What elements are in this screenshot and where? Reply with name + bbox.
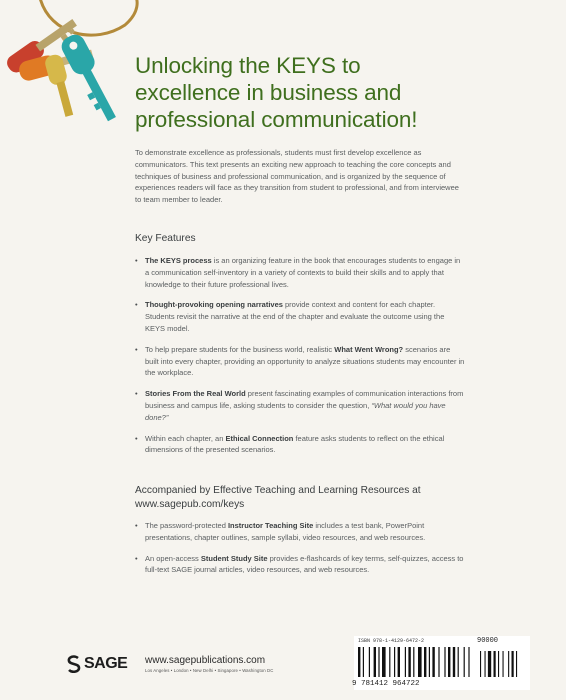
barcode-bar (413, 647, 414, 677)
barcode-bar (512, 651, 514, 677)
barcode-bar (398, 647, 400, 677)
resource-item: • The password-protected Instructor Teaching Site includes a test bank, PowerPoint presentations, chapter outlines, sample syllabi, video resources, and web resources. (135, 520, 465, 544)
barcode-bar (494, 651, 496, 677)
barcode-image (358, 647, 528, 679)
barcode-bar (485, 651, 486, 677)
barcode-bar (369, 647, 370, 677)
headline-line: excellence in business and (135, 80, 402, 105)
barcode-bar (424, 647, 426, 677)
barcode-bar (444, 647, 445, 677)
isbn-text: ISBN 978-1-4129-6472-2 (358, 638, 425, 644)
price-code: 90000 (477, 637, 499, 645)
headline-line: professional communication! (135, 107, 418, 132)
resources-url: www.sagepub.com/keys (135, 499, 245, 510)
keys-image (0, 0, 140, 150)
barcode-bar (458, 647, 459, 677)
barcode-bar (508, 651, 509, 677)
barcode-bar (516, 651, 517, 677)
headline (135, 52, 535, 133)
intro-paragraph: To demonstrate excellence as professionals, students must first develop excellence as communicators. This text presents an exciting new approach to teaching the core concepts and techniques of business and professional communication, and is organized by the sequence of experiences readers will face as they transition from student to professional, and from interviewee to team member to leader. (135, 148, 459, 205)
publisher-cities: Los Angeles • London • New Delhi • Singapore • Washington DC (145, 668, 274, 673)
resources-title (135, 484, 421, 512)
feature-item: • Stories From the Real World present fascinating examples of communication interactions from business and campus life, asking students to consider the question, “What would you have done?” (135, 388, 465, 423)
sage-logo (66, 655, 127, 673)
barcode-bar (498, 651, 499, 677)
barcode-bar (374, 647, 376, 677)
barcode-bar (394, 647, 395, 677)
feature-item: • The KEYS process is an organizing feature in the book that encourages students to engage in a communication self-inventory in a variety of contexts to build their skills and to apply that knowledge to their future professional lives. (135, 255, 465, 290)
barcode-bar (432, 647, 434, 677)
resources-title-line: Accompanied by Effective Teaching and Learning Resources at (135, 485, 421, 496)
barcode-bar (405, 647, 406, 677)
sage-logo-text: SAGE (84, 655, 128, 672)
barcode-bar (363, 647, 364, 677)
barcode-bar (418, 647, 422, 677)
feature-item: • Thought-provoking opening narratives provide context and content for each chapter. Students revisit the narrative at the end of the chapter and evaluate the outcome using the KEYS model. (135, 299, 465, 334)
barcode-bar (488, 651, 491, 677)
sage-logo-icon (66, 655, 82, 673)
barcode-bar (408, 647, 410, 677)
barcode-bar (429, 647, 430, 677)
barcode-bar (438, 647, 439, 677)
barcode-bar (503, 651, 504, 677)
barcode-bar (389, 647, 390, 677)
feature-item: • Within each chapter, an Ethical Connection feature asks students to reflect on the ethical dimensions of the presented scenarios. (135, 433, 465, 457)
resource-item: • An open-access Student Study Site provides e-flashcards of key terms, self-quizzes, access to full-text SAGE journal articles, video resources, and web resources. (135, 553, 465, 577)
barcode-bar (464, 647, 465, 677)
resources-list (135, 520, 465, 585)
barcode-bar (378, 647, 379, 677)
barcode-number: 9 781412 964722 (352, 680, 420, 688)
barcode-bar (382, 647, 386, 677)
barcode-bar (480, 651, 481, 677)
barcode-bar (468, 647, 469, 677)
publisher-url: www.sagepublications.com (145, 655, 266, 666)
key-features-title: Key Features (135, 233, 196, 244)
headline-line: Unlocking the KEYS to (135, 53, 361, 78)
barcode-bar (453, 647, 455, 677)
barcode-bar (448, 647, 450, 677)
barcode-bar (358, 647, 360, 677)
features-list (135, 255, 465, 465)
feature-item: • To help prepare students for the business world, realistic What Went Wrong? scenarios are built into every chapter, providing an opportunity to analyze situations students may encounter in the workplace. (135, 344, 465, 379)
